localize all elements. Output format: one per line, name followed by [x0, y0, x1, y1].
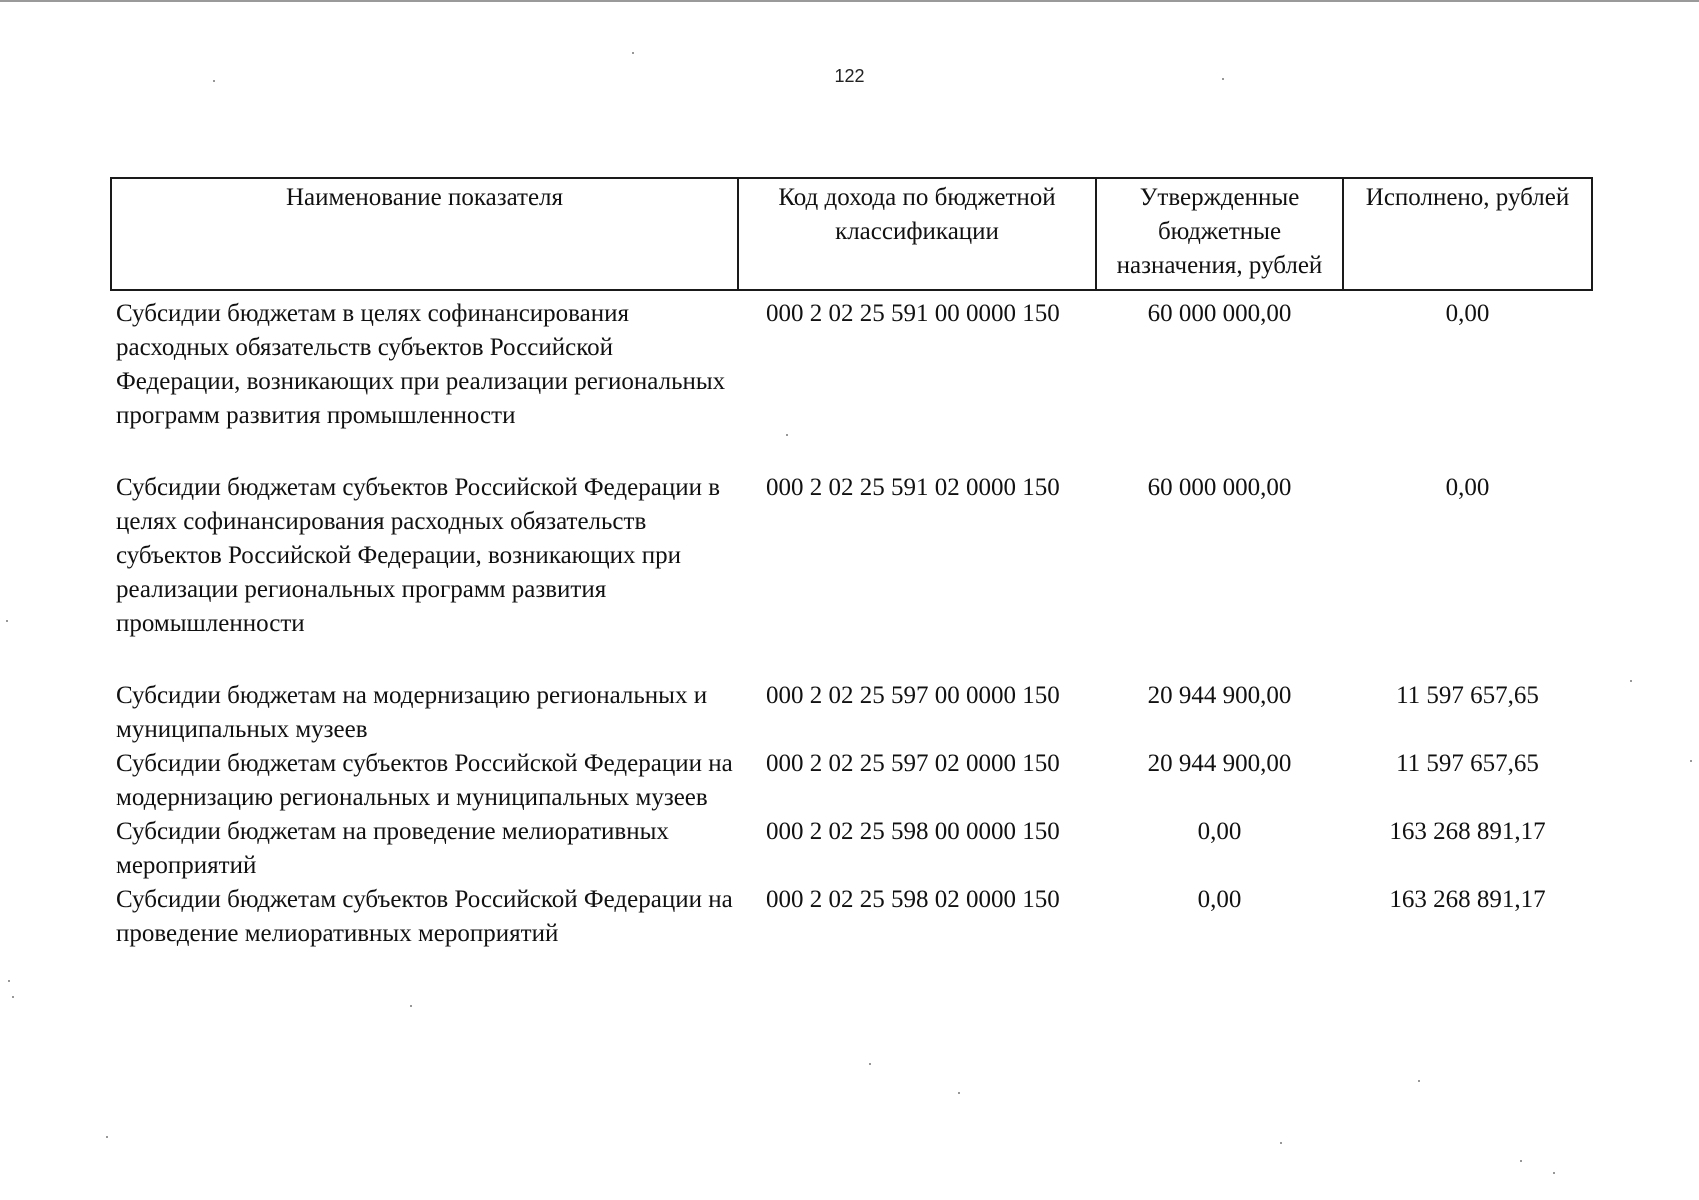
header-income-code: Код дохода по бюджетной классификации — [738, 178, 1096, 290]
table-row — [111, 747, 1592, 815]
scan-speck — [1553, 1172, 1555, 1174]
row-executed-amount: 11 597 657,65 — [1396, 750, 1539, 777]
table-header — [111, 178, 1592, 290]
row-income-code: 000 2 02 25 591 00 0000 150 — [766, 300, 1060, 327]
row-approved-amount: 60 000 000,00 — [1147, 300, 1292, 327]
row-approved-amount: 20 944 900,00 — [1147, 750, 1292, 777]
table-row — [111, 290, 1592, 471]
scan-speck — [1520, 1160, 1522, 1162]
header-row — [111, 178, 1592, 290]
table-row — [111, 471, 1592, 679]
row-income-code: 000 2 02 25 591 02 0000 150 — [766, 474, 1060, 501]
row-indicator-name: Субсидии бюджетам в целях софинансирования расходных обязательств субъектов Российской Федерации, возникающих при реализации региональных программ развития промышленности — [116, 300, 726, 429]
scan-speck — [213, 80, 215, 82]
row-income-code: 000 2 02 25 598 02 0000 150 — [766, 886, 1060, 913]
scan-speck — [1280, 1142, 1282, 1144]
row-executed-amount: 0,00 — [1445, 474, 1490, 501]
header-approved-amount: Утвержденные бюджетные назначения, рублей — [1096, 178, 1343, 290]
header-indicator-name: Наименование показателя — [111, 178, 738, 290]
scan-speck — [632, 52, 634, 54]
scan-speck — [869, 1063, 871, 1065]
table-body — [111, 290, 1592, 951]
row-income-code: 000 2 02 25 597 02 0000 150 — [766, 750, 1060, 777]
row-executed-amount: 11 597 657,65 — [1396, 682, 1539, 709]
table-row — [111, 883, 1592, 951]
row-income-code: 000 2 02 25 597 00 0000 150 — [766, 682, 1060, 709]
table-row — [111, 679, 1592, 747]
scan-speck — [12, 996, 14, 998]
row-executed-amount: 163 268 891,17 — [1389, 886, 1546, 913]
row-indicator-name: Субсидии бюджетам субъектов Российской Федерации на модернизацию региональных и муниципальных музеев — [116, 750, 733, 811]
row-executed-amount: 163 268 891,17 — [1389, 818, 1546, 845]
scan-speck — [958, 1092, 960, 1094]
scan-speck — [1630, 680, 1632, 682]
scan-speck — [1222, 78, 1224, 80]
row-income-code: 000 2 02 25 598 00 0000 150 — [766, 818, 1060, 845]
scan-speck — [1690, 760, 1692, 762]
scan-speck — [106, 1136, 108, 1138]
scan-speck — [8, 980, 10, 982]
row-approved-amount: 0,00 — [1197, 818, 1242, 845]
row-indicator-name: Субсидии бюджетам субъектов Российской Федерации в целях софинансирования расходных обязательств субъектов Российской Федерации, возникающих при реализации региональных программ развития промышленности — [116, 474, 721, 637]
scan-speck — [410, 1005, 412, 1007]
page-number: 122 — [834, 66, 865, 86]
row-approved-amount: 0,00 — [1197, 886, 1242, 913]
scan-speck — [6, 620, 8, 622]
row-executed-amount: 0,00 — [1445, 300, 1490, 327]
table-row — [111, 815, 1592, 883]
budget-income-table — [110, 177, 1593, 951]
row-approved-amount: 20 944 900,00 — [1147, 682, 1292, 709]
scan-speck — [1418, 1080, 1420, 1082]
scan-speck — [786, 434, 788, 436]
row-indicator-name: Субсидии бюджетам на проведение мелиоративных мероприятий — [116, 818, 669, 879]
row-approved-amount: 60 000 000,00 — [1147, 474, 1292, 501]
scan-edge-line — [0, 0, 1699, 2]
row-indicator-name: Субсидии бюджетам субъектов Российской Федерации на проведение мелиоративных мероприятий — [116, 886, 733, 947]
row-indicator-name: Субсидии бюджетам на модернизацию региональных и муниципальных музеев — [116, 682, 708, 743]
header-executed-amount: Исполнено, рублей — [1343, 178, 1592, 290]
